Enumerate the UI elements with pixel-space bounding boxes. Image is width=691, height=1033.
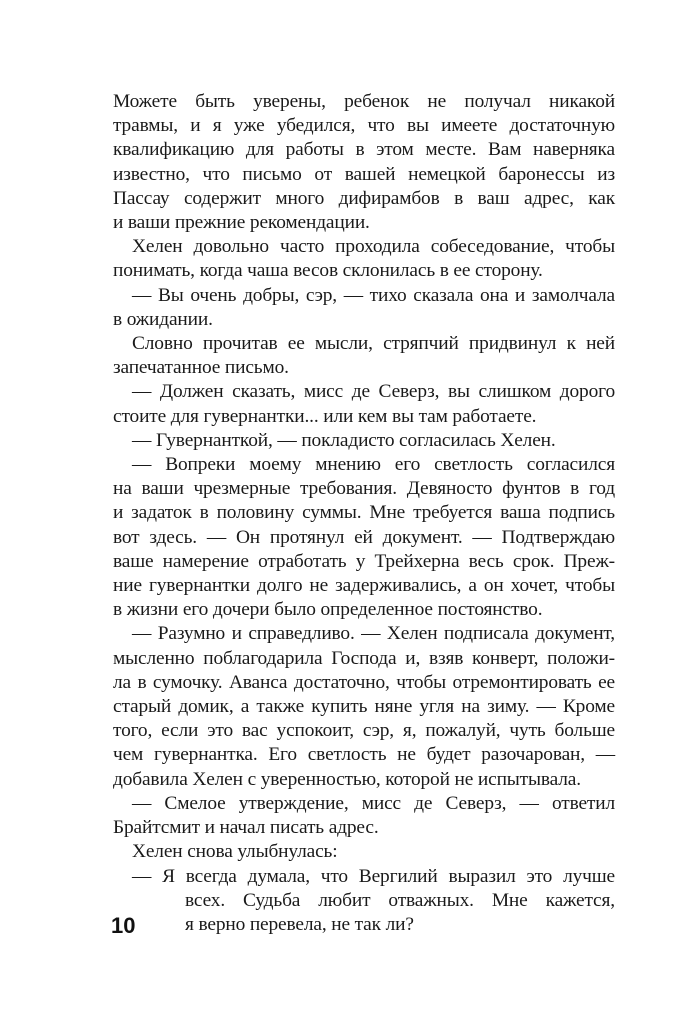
text-line: ваше намерение отработать у Трейхерна весь срок. Преж-	[113, 550, 615, 572]
text-line: в жизни его дочери было определенное постоянство.	[113, 599, 543, 621]
text-line: я верно перевела, не так ли?	[185, 913, 414, 935]
text-line: — Вопреки моему мнению его светлость согласился	[132, 454, 615, 476]
text-line: — Смелое утверждение, мисс де Северз, — ответил	[132, 792, 615, 814]
text-line: Словно прочитав ее мысли, стряпчий придвинул к ней	[132, 333, 615, 355]
text-line: — Должен сказать, мисс де Северз, вы слишком дорого	[132, 381, 615, 403]
text-line: добавила Хелен с уверенностью, которой не испытывала.	[113, 768, 581, 790]
text-line: того, если это вас успокоит, сэр, я, пожалуй, чуть больше	[113, 720, 615, 742]
text-line: — Я всегда думала, что Вергилий выразил это лучше	[132, 865, 615, 887]
text-line: Брайтсмит и начал писать адрес.	[113, 817, 379, 839]
text-line: и ваши прежние рекомендации.	[113, 212, 370, 234]
text-line: старый домик, а также купить няне угля на зиму. — Кроме	[113, 696, 615, 718]
text-line: мысленно поблагодарила Господа и, взяв конверт, положи-	[113, 647, 615, 669]
text-line: — Вы очень добры, сэр, — тихо сказала она и замолчала	[132, 284, 615, 306]
text-line: стоите для гувернантки... или кем вы там работаете.	[113, 405, 537, 427]
text-line: и задаток в половину суммы. Мне требуется ваша подпись	[113, 502, 615, 524]
text-line: Можете быть уверены, ребенок не получал никакой	[113, 91, 615, 112]
text-line: известно, что письмо от вашей немецкой баронессы из	[113, 163, 615, 185]
text-line: Хелен довольно часто проходила собеседование, чтобы	[132, 236, 615, 258]
text-line: — Гувернанткой, — покладисто согласилась Хелен.	[132, 429, 556, 451]
page-number: 10	[111, 913, 136, 938]
text-line: на ваши чрезмерные требования. Девяносто фунтов в год	[113, 478, 615, 500]
text-line: Пассау содержит много дифирамбов в ваш адрес, как	[113, 187, 615, 209]
body-text	[113, 90, 615, 937]
text-line: всех. Судьба любит отважных. Мне кажется,	[185, 889, 615, 911]
text-line: чем гувернантка. Его светлость не будет разочарован, —	[113, 744, 615, 766]
text-line: квалификацию для работы в этом месте. Вам наверняка	[113, 139, 615, 161]
text-line: понимать, когда чаша весов склонилась в ее сторону.	[113, 260, 543, 282]
text-line: Хелен снова улыбнулась:	[132, 841, 338, 863]
text-line: травмы, и я уже убедился, что вы имеете достаточную	[113, 115, 615, 137]
text-line: — Разумно и справедливо. — Хелен подписала документ,	[132, 623, 615, 645]
text-line: запечатанное письмо.	[113, 357, 289, 379]
text-line: ла в сумочку. Аванса достаточно, чтобы отремонтировать ее	[113, 671, 615, 693]
text-line: в ожидании.	[113, 308, 213, 330]
text-line: вот здесь. — Он протянул ей документ. — Подтверждаю	[113, 526, 615, 548]
text-line: ние гувернантки долго не задерживались, а он хочет, чтобы	[113, 575, 615, 597]
